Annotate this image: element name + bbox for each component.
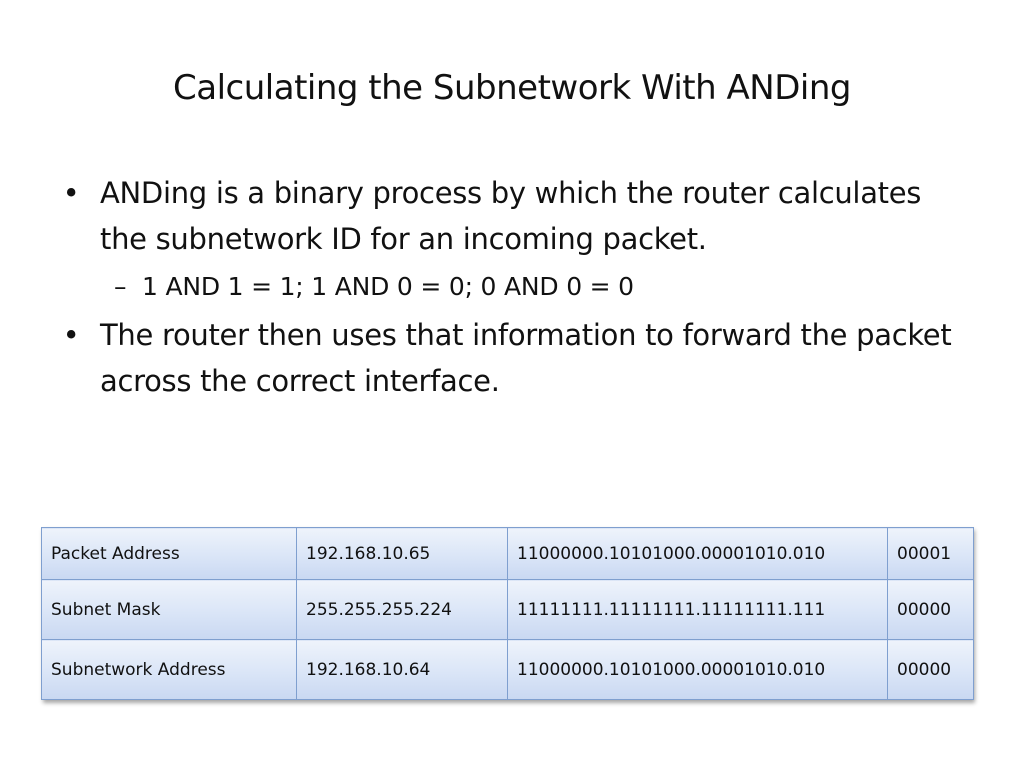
bullet-icon: • <box>62 176 80 210</box>
bullet-item <box>56 312 976 404</box>
row-label-cell: Subnetwork Address <box>42 640 297 700</box>
binary-network-cell: 11000000.10101000.00001010.010 <box>508 528 888 580</box>
binary-host-cell: 00001 <box>888 528 974 580</box>
row-label-cell: Subnet Mask <box>42 580 297 640</box>
bullet-text: The router then uses that information to forward the packet across the correct interface. <box>100 318 952 398</box>
binary-network-cell: 11111111.11111111.11111111.111 <box>508 580 888 640</box>
binary-host-cell: 00000 <box>888 580 974 640</box>
bullet-text: ANDing is a binary process by which the router calculates the subnetwork ID for an incoming packet. <box>100 176 922 256</box>
bullet-list <box>56 170 976 404</box>
table-row <box>42 640 974 700</box>
sub-bullet-text: 1 AND 1 = 1; 1 AND 0 = 0; 0 AND 0 = 0 <box>142 272 634 301</box>
sub-bullet-item <box>56 262 976 312</box>
decimal-cell: 192.168.10.64 <box>297 640 508 700</box>
row-label-cell: Packet Address <box>42 528 297 580</box>
bullet-item <box>56 170 976 262</box>
table-row <box>42 528 974 580</box>
binary-network-cell: 11000000.10101000.00001010.010 <box>508 640 888 700</box>
bullet-icon: • <box>62 318 80 352</box>
slide-title: Calculating the Subnetwork With ANDing <box>173 68 851 108</box>
table-row <box>42 580 974 640</box>
anding-table <box>41 527 973 700</box>
decimal-cell: 192.168.10.65 <box>297 528 508 580</box>
binary-host-cell: 00000 <box>888 640 974 700</box>
dash-icon: – <box>114 272 127 301</box>
decimal-cell: 255.255.255.224 <box>297 580 508 640</box>
